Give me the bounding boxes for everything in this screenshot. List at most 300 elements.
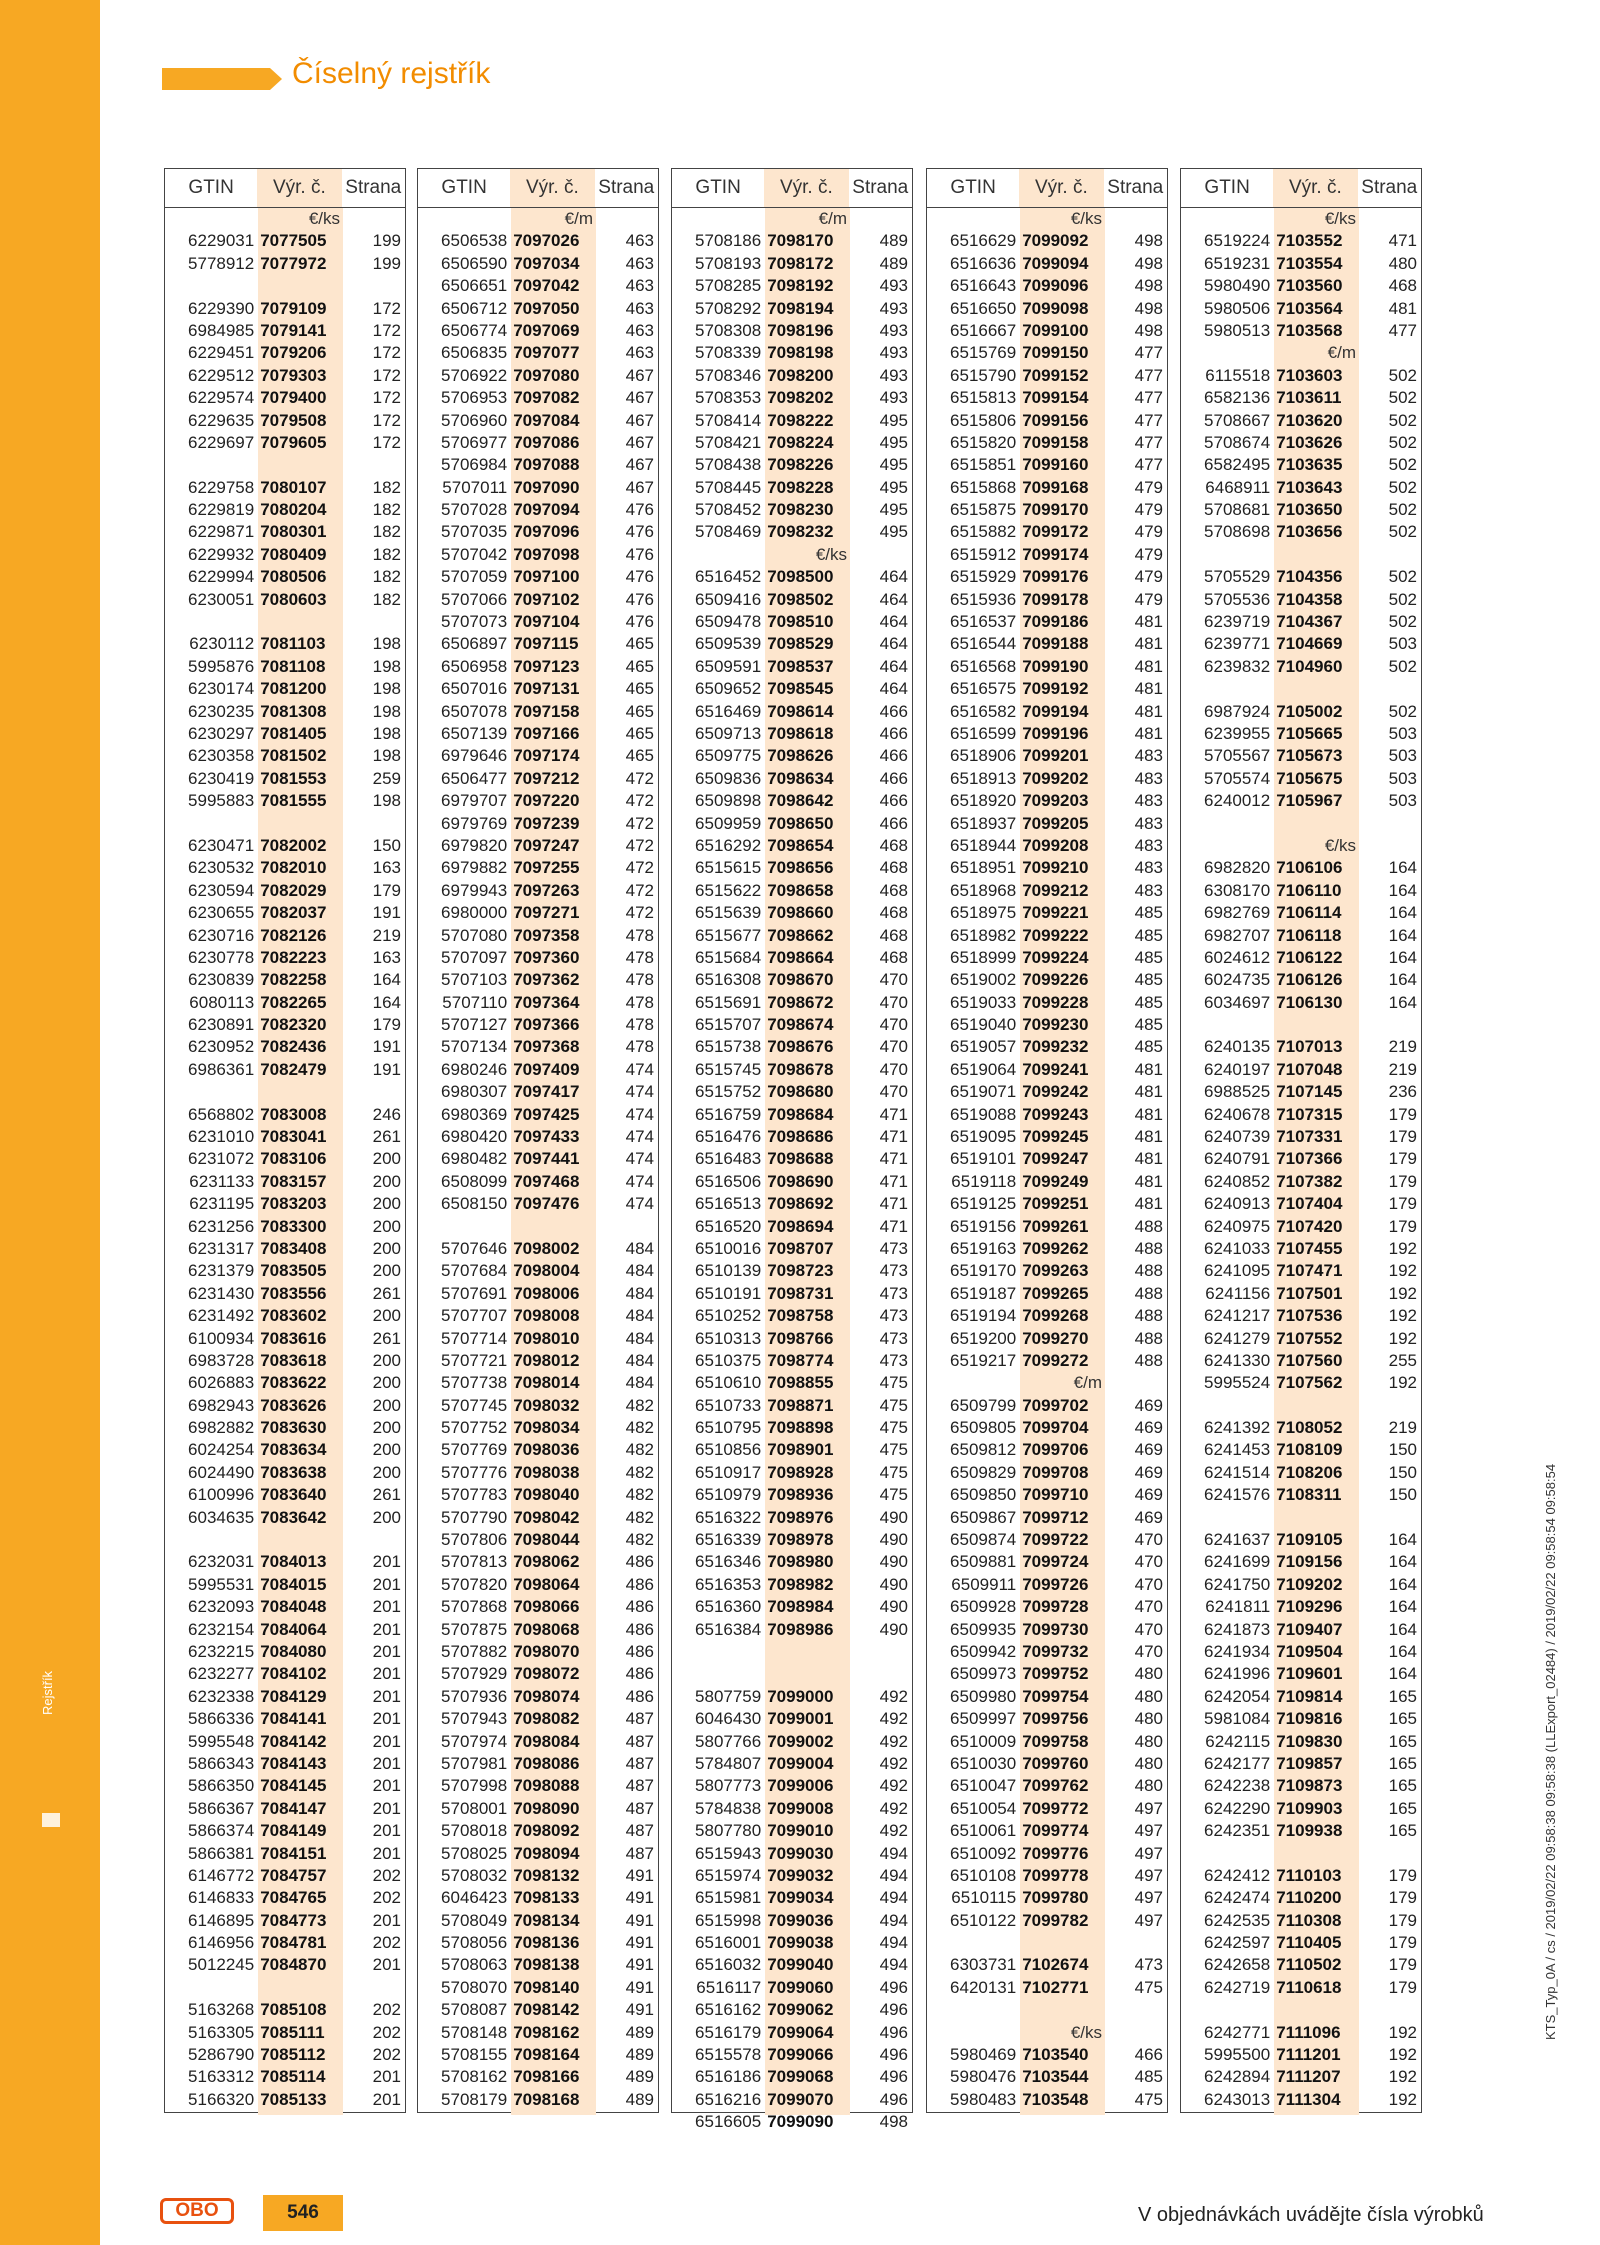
gtin-cell: 5706953 bbox=[441, 388, 508, 408]
product-number-cell: 7098202 bbox=[767, 388, 834, 408]
page-header: Strana bbox=[852, 177, 909, 198]
page-cell: 497 bbox=[1134, 1843, 1163, 1863]
gtin-cell: 6980000 bbox=[441, 903, 508, 923]
gtin-cell: 6515684 bbox=[695, 947, 762, 967]
table-row bbox=[1181, 633, 1421, 655]
table-row bbox=[927, 1462, 1167, 1484]
gtin-cell: 6519170 bbox=[950, 1261, 1017, 1281]
page-cell: 482 bbox=[625, 1395, 654, 1415]
gtin-cell: 6980369 bbox=[441, 1104, 508, 1124]
page-cell: 468 bbox=[879, 835, 908, 855]
table-row bbox=[927, 925, 1167, 947]
gtin-cell: 6518975 bbox=[950, 903, 1017, 923]
product-number-cell: 7082258 bbox=[260, 970, 327, 990]
page-cell: 164 bbox=[1388, 858, 1417, 878]
table-row bbox=[672, 1753, 912, 1775]
table-row bbox=[165, 925, 405, 947]
page-cell: 480 bbox=[1134, 1776, 1163, 1796]
table-row bbox=[1181, 1260, 1421, 1282]
gtin-cell: 6509591 bbox=[695, 656, 762, 676]
page-cell: 485 bbox=[1134, 925, 1163, 945]
table-row bbox=[927, 499, 1167, 521]
table-row bbox=[418, 1395, 658, 1417]
gtin-cell: 6515929 bbox=[950, 567, 1017, 587]
product-number-cell: 7098138 bbox=[513, 1955, 580, 1975]
table-row bbox=[1181, 1059, 1421, 1081]
gtin-cell: 5707882 bbox=[441, 1642, 508, 1661]
table-row bbox=[418, 253, 658, 275]
gtin-cell: 6241873 bbox=[1204, 1619, 1271, 1639]
page-cell: 202 bbox=[372, 2000, 401, 2020]
product-number-cell: 7098692 bbox=[767, 1194, 834, 1214]
gtin-cell: 6241453 bbox=[1204, 1440, 1271, 1460]
blank-row bbox=[672, 1641, 912, 1663]
table-row bbox=[1181, 1574, 1421, 1596]
table-row bbox=[927, 857, 1167, 879]
page-cell: 486 bbox=[625, 1552, 654, 1572]
page-cell: 502 bbox=[1388, 500, 1417, 520]
page-cell: 498 bbox=[1134, 231, 1163, 251]
table-row bbox=[418, 880, 658, 902]
page-cell: 481 bbox=[1134, 634, 1163, 654]
gtin-cell: 6980420 bbox=[441, 1127, 508, 1147]
page-cell: 483 bbox=[1134, 768, 1163, 788]
table-row bbox=[672, 1372, 912, 1394]
product-number-cell: 7085111 bbox=[260, 2022, 325, 2042]
gtin-cell: 6509935 bbox=[950, 1619, 1017, 1639]
unit-label: €/ks bbox=[1070, 209, 1102, 228]
page-cell: 494 bbox=[879, 1865, 908, 1885]
table-row bbox=[927, 835, 1167, 857]
gtin-cell: 6510115 bbox=[951, 1888, 1017, 1908]
product-number-cell: 7077972 bbox=[260, 253, 327, 273]
product-number-cell: 7099730 bbox=[1022, 1619, 1089, 1639]
gtin-cell: 6518920 bbox=[950, 791, 1017, 811]
table-row bbox=[672, 835, 912, 857]
page-cell: 474 bbox=[625, 1104, 654, 1124]
table-row bbox=[418, 432, 658, 454]
product-number-cell: 7099268 bbox=[1022, 1306, 1089, 1326]
product-number-cell: 7098980 bbox=[767, 1552, 834, 1572]
gtin-cell: 5707073 bbox=[441, 612, 508, 632]
gtin-cell: 6240913 bbox=[1204, 1194, 1271, 1214]
product-number-cell: 7099251 bbox=[1022, 1194, 1089, 1214]
page-cell: 192 bbox=[1388, 2067, 1417, 2087]
product-number-cell: 7083642 bbox=[260, 1507, 327, 1527]
page-cell: 475 bbox=[1134, 1977, 1163, 1997]
page-cell: 493 bbox=[879, 298, 908, 318]
product-number-cell: 7099704 bbox=[1022, 1418, 1089, 1438]
gtin-cell: 5708292 bbox=[695, 298, 762, 318]
table-row bbox=[165, 432, 405, 454]
table-row bbox=[165, 477, 405, 499]
table-row bbox=[165, 1775, 405, 1797]
product-number-cell: 7084757 bbox=[260, 1865, 327, 1885]
gtin-cell: 6241217 bbox=[1204, 1306, 1271, 1326]
table-row bbox=[1181, 1686, 1421, 1708]
gtin-cell: 6984985 bbox=[188, 320, 255, 340]
column-header bbox=[927, 169, 1167, 208]
page-cell: 481 bbox=[1134, 1149, 1163, 1169]
table-row bbox=[418, 1708, 658, 1730]
page-cell: 481 bbox=[1134, 1059, 1163, 1079]
page-cell: 485 bbox=[1134, 992, 1163, 1012]
table-row bbox=[672, 1350, 912, 1372]
page-cell: 476 bbox=[625, 544, 654, 564]
page-cell: 494 bbox=[879, 1910, 908, 1930]
table-row bbox=[927, 2066, 1167, 2088]
blank-row bbox=[1181, 1014, 1421, 1036]
gtin-cell: 6515820 bbox=[950, 432, 1017, 452]
page-cell: 483 bbox=[1134, 880, 1163, 900]
product-number-cell: 7097212 bbox=[513, 768, 580, 788]
product-number-cell: 7099036 bbox=[767, 1910, 834, 1930]
page-cell: 165 bbox=[1388, 1686, 1417, 1706]
page-cell: 492 bbox=[879, 1731, 908, 1751]
gtin-cell: 6516384 bbox=[695, 1619, 762, 1639]
table-row bbox=[672, 253, 912, 275]
page-cell: 481 bbox=[1134, 1127, 1163, 1147]
product-number-cell: 7098982 bbox=[767, 1574, 834, 1594]
product-number-cell: 7098074 bbox=[513, 1686, 580, 1706]
product-number-cell: 7099230 bbox=[1022, 1015, 1089, 1035]
table-row bbox=[418, 656, 658, 678]
gtin-cell: 6515707 bbox=[695, 1015, 762, 1035]
page-cell: 502 bbox=[1388, 589, 1417, 609]
gtin-cell: 5707134 bbox=[441, 1037, 508, 1057]
product-number-cell: 7097080 bbox=[513, 365, 580, 385]
table-row bbox=[165, 1059, 405, 1081]
column-header bbox=[418, 169, 658, 208]
product-number-cell: 7097088 bbox=[513, 455, 580, 475]
gtin-cell: 6509928 bbox=[950, 1597, 1017, 1617]
table-row bbox=[672, 1731, 912, 1753]
gtin-cell: 6080113 bbox=[189, 992, 255, 1012]
gtin-cell: 5784807 bbox=[695, 1753, 762, 1773]
page-cell: 481 bbox=[1134, 723, 1163, 743]
table-row bbox=[418, 1865, 658, 1887]
product-number-cell: 7082479 bbox=[260, 1059, 327, 1079]
table-row bbox=[418, 1619, 658, 1641]
product-number-cell: 7109407 bbox=[1276, 1619, 1343, 1639]
page-cell: 172 bbox=[372, 343, 401, 363]
product-number-cell: 7098092 bbox=[513, 1821, 580, 1841]
gtin-cell: 5707769 bbox=[441, 1440, 508, 1460]
gtin-cell: 5980469 bbox=[950, 2045, 1017, 2065]
gtin-cell: 5707011 bbox=[442, 477, 508, 497]
table-row bbox=[165, 656, 405, 678]
gtin-cell: 6515851 bbox=[950, 455, 1017, 475]
gtin-cell: 6507078 bbox=[441, 701, 508, 721]
table-row bbox=[927, 1395, 1167, 1417]
page-cell: 475 bbox=[1134, 2089, 1163, 2109]
product-number-cell: 7097104 bbox=[513, 612, 580, 632]
product-number-cell: 7098634 bbox=[767, 768, 834, 788]
gtin-cell: 5980476 bbox=[950, 2067, 1017, 2087]
gtin-cell: 6519064 bbox=[950, 1059, 1017, 1079]
table-row bbox=[927, 1731, 1167, 1753]
table-row bbox=[672, 342, 912, 364]
table-row bbox=[1181, 1910, 1421, 1932]
gtin-cell: 6243013 bbox=[1204, 2089, 1271, 2109]
page-cell: 473 bbox=[879, 1238, 908, 1258]
table-row bbox=[165, 745, 405, 767]
product-number-cell: 7098133 bbox=[513, 1888, 580, 1908]
page-cell: 198 bbox=[372, 679, 401, 699]
page-cell: 470 bbox=[1134, 1597, 1163, 1617]
gtin-cell: 6519002 bbox=[950, 970, 1017, 990]
gtin-cell: 6983728 bbox=[188, 1350, 255, 1370]
blank-row bbox=[165, 1529, 405, 1551]
table-row bbox=[418, 857, 658, 879]
table-row bbox=[418, 1596, 658, 1618]
product-number-cell: 7098731 bbox=[767, 1283, 834, 1303]
gtin-cell: 6509881 bbox=[950, 1552, 1017, 1572]
page-cell: 202 bbox=[372, 2022, 401, 2042]
page-cell: 182 bbox=[372, 567, 401, 587]
product-number-cell: 7098676 bbox=[767, 1037, 834, 1057]
gtin-cell: 6510030 bbox=[950, 1753, 1017, 1773]
gtin-cell: 6509805 bbox=[950, 1418, 1017, 1438]
page-cell: 482 bbox=[625, 1418, 654, 1438]
page-cell: 201 bbox=[372, 1955, 401, 1975]
page-cell: 164 bbox=[1388, 1597, 1417, 1617]
product-number-cell: 7083041 bbox=[260, 1127, 327, 1147]
page-cell: 199 bbox=[372, 231, 401, 251]
column-header bbox=[1181, 169, 1421, 208]
page-cell: 483 bbox=[1134, 858, 1163, 878]
gtin-cell: 6516537 bbox=[950, 612, 1017, 632]
product-number-cell: 7107560 bbox=[1276, 1350, 1343, 1370]
table-row bbox=[165, 723, 405, 745]
table-row bbox=[672, 566, 912, 588]
table-row bbox=[418, 2022, 658, 2044]
product-number-cell: 7099758 bbox=[1022, 1731, 1089, 1751]
page-cell: 172 bbox=[372, 298, 401, 318]
gtin-cell: 6242115 bbox=[1205, 1731, 1271, 1751]
gtin-cell: 5707776 bbox=[441, 1462, 508, 1482]
product-number-cell: 7098774 bbox=[767, 1350, 834, 1370]
page-header: Strana bbox=[1361, 177, 1418, 198]
page-cell: 463 bbox=[625, 231, 654, 251]
page-cell: 495 bbox=[879, 455, 908, 475]
product-number-cell: 7098170 bbox=[767, 231, 834, 251]
table-row bbox=[672, 2066, 912, 2088]
table-row bbox=[1181, 1820, 1421, 1842]
table-row bbox=[672, 1529, 912, 1551]
page-cell: 474 bbox=[625, 1171, 654, 1191]
table-row bbox=[418, 1977, 658, 1999]
product-number-cell: 7098766 bbox=[767, 1328, 834, 1348]
gtin-cell: 6240012 bbox=[1204, 791, 1271, 811]
gtin-cell: 5708339 bbox=[695, 343, 762, 363]
gtin-cell: 6509997 bbox=[950, 1709, 1017, 1729]
table-row bbox=[927, 1126, 1167, 1148]
product-number-cell: 7084064 bbox=[260, 1619, 327, 1639]
product-number-cell: 7099728 bbox=[1022, 1597, 1089, 1617]
gtin-cell: 6982943 bbox=[188, 1395, 255, 1415]
gtin-cell: 6240135 bbox=[1204, 1037, 1271, 1057]
gtin-cell: 6510191 bbox=[695, 1283, 762, 1303]
product-number-cell: 7099160 bbox=[1022, 455, 1089, 475]
table-row bbox=[1181, 1775, 1421, 1797]
table-row bbox=[1181, 1708, 1421, 1730]
table-row bbox=[165, 1910, 405, 1932]
product-number-cell: 7099190 bbox=[1022, 656, 1089, 676]
table-row bbox=[927, 1417, 1167, 1439]
unit-label: €/ks bbox=[1070, 2022, 1102, 2042]
product-number-cell: 7109156 bbox=[1276, 1552, 1343, 1572]
page-cell: 502 bbox=[1388, 612, 1417, 632]
product-number-cell: 7098545 bbox=[767, 679, 834, 699]
gtin-cell: 6519088 bbox=[950, 1104, 1017, 1124]
page-cell: 497 bbox=[1134, 1865, 1163, 1885]
gtin-cell: 5166320 bbox=[188, 2089, 255, 2109]
table-row bbox=[672, 1283, 912, 1305]
unit-label: €/m bbox=[1327, 343, 1356, 363]
product-number-cell: 7099762 bbox=[1022, 1776, 1089, 1796]
product-number-cell: 7099170 bbox=[1022, 500, 1089, 520]
gtin-cell: 5866336 bbox=[188, 1709, 255, 1729]
gtin-cell: 5707929 bbox=[441, 1664, 508, 1684]
product-number-cell: 7082037 bbox=[260, 903, 327, 923]
product-number-cell: 7098090 bbox=[513, 1798, 580, 1818]
product-number-cell: 7098664 bbox=[767, 947, 834, 967]
product-number-cell: 7081108 bbox=[260, 656, 326, 676]
table-row bbox=[672, 678, 912, 700]
product-number-cell: 7098072 bbox=[513, 1664, 580, 1684]
product-number-cell: 7099241 bbox=[1022, 1059, 1089, 1079]
gtin-cell: 6241934 bbox=[1204, 1642, 1271, 1661]
table-row bbox=[1181, 477, 1421, 499]
product-number-cell: 7099262 bbox=[1022, 1238, 1089, 1258]
gtin-cell: 6231133 bbox=[189, 1171, 255, 1191]
page-cell: 179 bbox=[1388, 1149, 1417, 1169]
table-row bbox=[672, 1820, 912, 1842]
product-number-cell: 7097166 bbox=[513, 723, 580, 743]
product-number-cell: 7097090 bbox=[513, 477, 580, 497]
gtin-cell: 5980490 bbox=[1204, 276, 1271, 296]
product-number-cell: 7107471 bbox=[1276, 1261, 1343, 1281]
product-number-cell: 7080204 bbox=[260, 500, 327, 520]
table-row bbox=[165, 1551, 405, 1573]
page-cell: 498 bbox=[1134, 253, 1163, 273]
table-row bbox=[927, 253, 1167, 275]
product-number-cell: 7104358 bbox=[1276, 589, 1343, 609]
gtin-cell: 6510979 bbox=[695, 1485, 762, 1505]
blank-row bbox=[165, 813, 405, 835]
unit-row bbox=[927, 2022, 1167, 2044]
table-row bbox=[418, 1753, 658, 1775]
table-row bbox=[165, 902, 405, 924]
product-number-cell: 7099706 bbox=[1022, 1440, 1089, 1460]
gtin-cell: 6510139 bbox=[695, 1261, 762, 1281]
product-number-cell: 7079141 bbox=[260, 320, 327, 340]
product-number-cell: 7103656 bbox=[1276, 522, 1343, 542]
table-row bbox=[927, 1328, 1167, 1350]
table-row bbox=[418, 1484, 658, 1506]
table-row bbox=[672, 947, 912, 969]
product-number-cell: 7097077 bbox=[513, 343, 580, 363]
table-row bbox=[1181, 1238, 1421, 1260]
table-row bbox=[672, 1014, 912, 1036]
table-row bbox=[672, 1238, 912, 1260]
product-number-cell: 7098723 bbox=[767, 1261, 834, 1281]
gtin-cell: 6515875 bbox=[950, 500, 1017, 520]
product-number-cell: 7099188 bbox=[1022, 634, 1089, 654]
page-cell: 481 bbox=[1134, 679, 1163, 699]
gtin-cell: 6515752 bbox=[695, 1082, 762, 1102]
gtin-cell: 6582495 bbox=[1204, 455, 1271, 475]
product-number-cell: 7099172 bbox=[1022, 522, 1089, 542]
gtin-cell: 6510856 bbox=[695, 1440, 762, 1460]
page-cell: 468 bbox=[1388, 276, 1417, 296]
table-row bbox=[418, 992, 658, 1014]
product-number-cell: 7109903 bbox=[1276, 1798, 1343, 1818]
product-number-cell: 7099092 bbox=[1022, 231, 1089, 251]
gtin-cell: 6510092 bbox=[950, 1843, 1017, 1863]
product-number-cell: 7098529 bbox=[767, 634, 834, 654]
product-number-cell: 7082223 bbox=[260, 947, 327, 967]
table-row bbox=[418, 1999, 658, 2021]
gtin-cell: 6231072 bbox=[188, 1149, 255, 1169]
product-number-cell: 7098618 bbox=[767, 723, 834, 743]
table-row bbox=[1181, 947, 1421, 969]
table-row bbox=[165, 1641, 405, 1663]
gtin-cell: 6242771 bbox=[1204, 2022, 1271, 2042]
page-cell: 496 bbox=[879, 2067, 908, 2087]
table-row bbox=[418, 611, 658, 633]
product-number-cell: 7099094 bbox=[1022, 253, 1089, 273]
gtin-cell: 5707943 bbox=[441, 1709, 508, 1729]
table-row bbox=[1181, 925, 1421, 947]
gtin-cell: 6508099 bbox=[441, 1171, 508, 1191]
product-number-cell: 7098898 bbox=[767, 1418, 834, 1438]
product-number-cell: 7097360 bbox=[513, 947, 580, 967]
gtin-cell: 6516605 bbox=[695, 2112, 762, 2132]
table-row bbox=[165, 2089, 405, 2111]
page-cell: 488 bbox=[1134, 1328, 1163, 1348]
product-number-cell: 7083602 bbox=[260, 1306, 327, 1326]
table-row bbox=[672, 1260, 912, 1282]
gtin-cell: 5866381 bbox=[188, 1843, 255, 1863]
page-cell: 200 bbox=[372, 1149, 401, 1169]
gtin-cell: 6232277 bbox=[188, 1664, 255, 1684]
page-cell: 201 bbox=[372, 1843, 401, 1863]
product-number-cell: 7097362 bbox=[513, 970, 580, 990]
gtin-cell: 6230235 bbox=[188, 701, 255, 721]
gtin-cell: 6229932 bbox=[188, 544, 255, 564]
table-row bbox=[418, 1328, 658, 1350]
gtin-cell: 6515790 bbox=[950, 365, 1017, 385]
page-cell: 201 bbox=[372, 2089, 401, 2109]
page-cell: 488 bbox=[1134, 1350, 1163, 1370]
table-row bbox=[927, 813, 1167, 835]
gtin-cell: 6518951 bbox=[950, 858, 1017, 878]
page-cell: 470 bbox=[879, 1015, 908, 1035]
table-row bbox=[418, 1014, 658, 1036]
product-number-cell: 7099203 bbox=[1022, 791, 1089, 811]
unit-row bbox=[165, 208, 405, 230]
page-cell: 494 bbox=[879, 1888, 908, 1908]
page-cell: 464 bbox=[879, 567, 908, 587]
gtin-cell: 6230839 bbox=[188, 970, 255, 990]
blank-row bbox=[165, 454, 405, 476]
product-number-cell: 7097094 bbox=[513, 500, 580, 520]
product-number-cell: 7099726 bbox=[1022, 1574, 1089, 1594]
table-row bbox=[927, 1104, 1167, 1126]
page-cell: 496 bbox=[879, 2045, 908, 2065]
